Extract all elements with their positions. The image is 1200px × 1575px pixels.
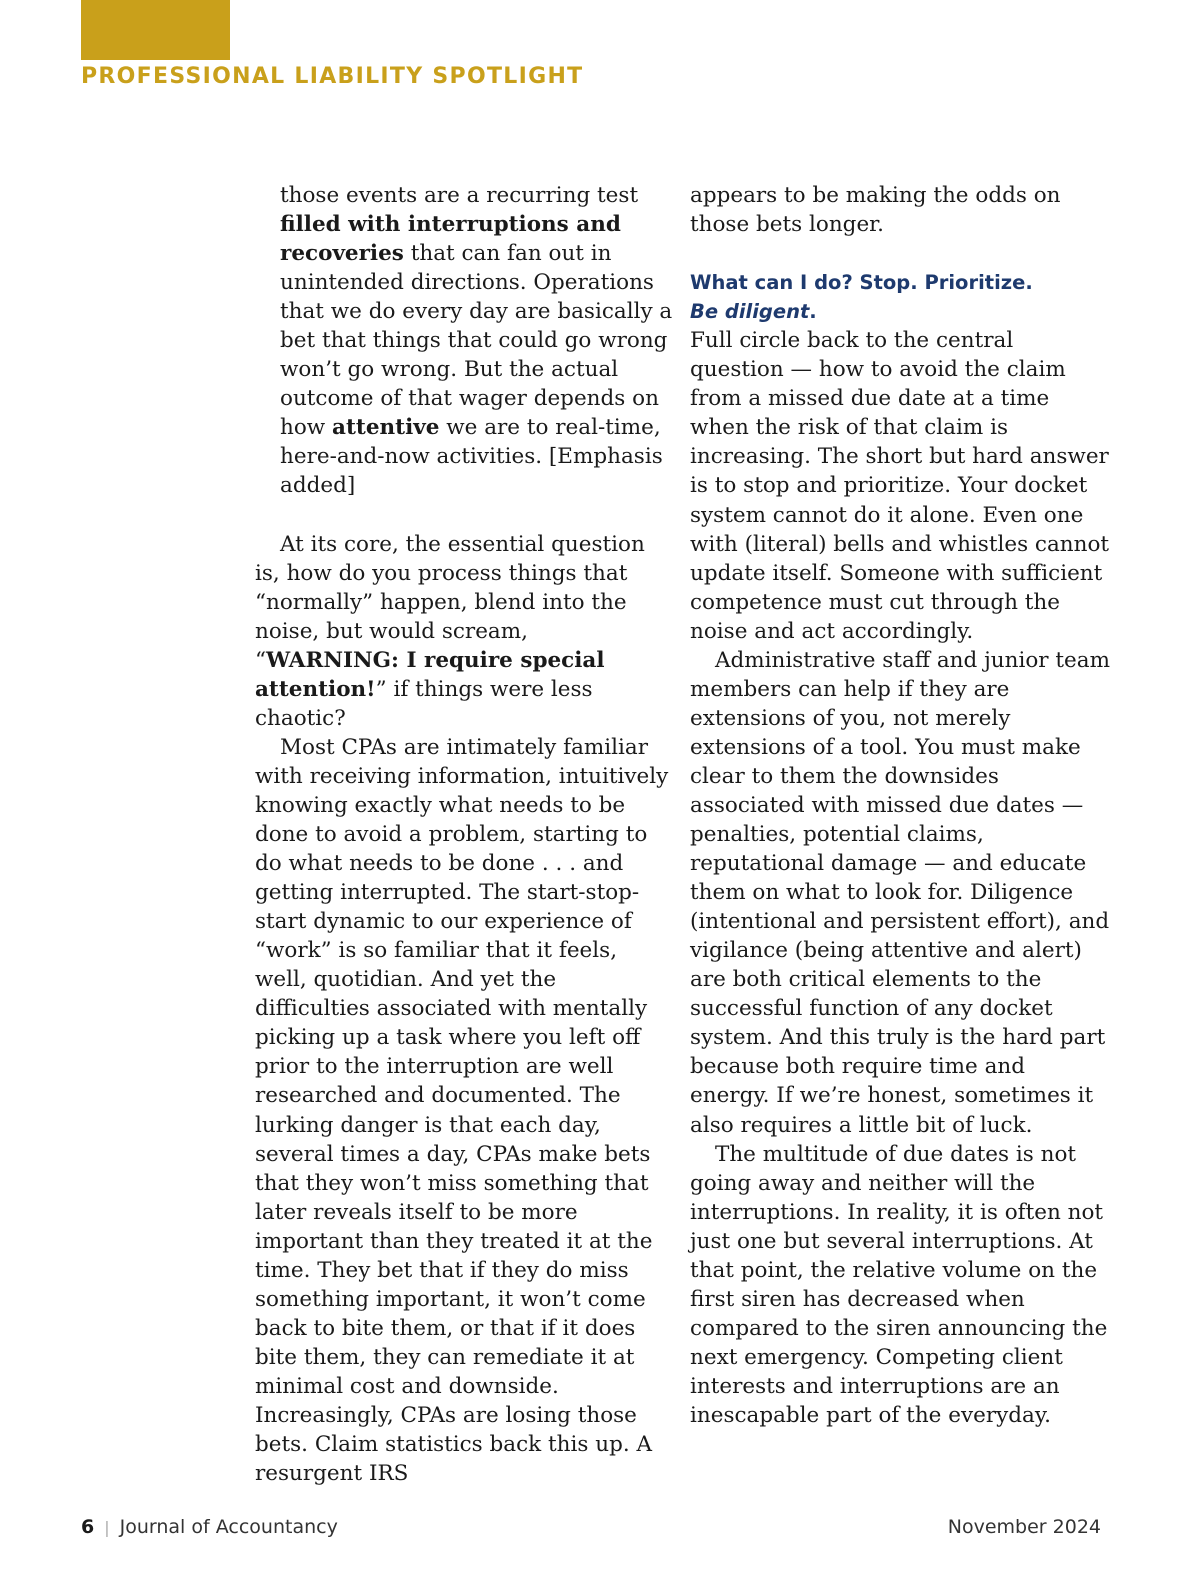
body-paragraph: Most CPAs are intimately familiar with receiving information, intuitively knowing exactly what needs to be done to avoid a problem, starting to do what needs to be done . . . and getting interrupted. The start-stop-start dynamic to our experience of “work” is so familiar that it feels, well, quotidian. And yet the difficulties associated with mentally picking up a task where you left off prior to the interruption are well researched and documented. The lurking danger is that each day, several times a day, CPAs make bets that they won’t miss something that later reveals itself to be more important than they treated it at the time. They bet that if they do miss something important, it won’t come back to bite them, or that if it does bite them, they can remediate it at minimal cost and downside. Increasingly, CPAs are losing those bets. Claim statistics back this up. A resurgent IRS (255, 734, 669, 1487)
quote-segment-2: that can fan out in unintended directions. Operations that we do every day are basically a bet that things that could go wrong won’t go wrong. But the actual outcome of that wager depends on how (280, 241, 673, 441)
issue-date: November 2024 (947, 1516, 1101, 1538)
header-accent-bar (81, 0, 230, 60)
block-quote (255, 181, 675, 501)
body-paragraph-continuation: appears to be making the odds on those bets longer. (690, 183, 1061, 238)
subheading-period: . (809, 300, 817, 324)
section-label: PROFESSIONAL LIABILITY SPOTLIGHT (81, 64, 584, 89)
right-column (690, 181, 1110, 1430)
subheading-text: What can I do? Stop. Prioritize. (690, 271, 1033, 295)
quote-segment-1: those events are a recurring test (280, 183, 639, 208)
quote-emphasis-2: attentive (332, 415, 440, 441)
quote-emphasis-1: filled with interruptions and recoveries (280, 212, 621, 267)
subheading (690, 268, 1110, 326)
para-emphasis: WARNING: I require special attention! (255, 647, 605, 702)
quote-segment-3: we are to real-time, here-and-now activities. [Emphasis added] (280, 415, 663, 499)
footer-separator: | (104, 1518, 110, 1537)
body-paragraph: Full circle back to the central question — how to avoid the claim from a missed due date at a time when the risk of that claim is increasing. The short but hard answer is to stop and prioritize. Your docket system cannot do it alone. Even one with (literal) bells and whistles cannot update itself. Someone with sufficient competence must cut through the noise and act accordingly. (690, 328, 1110, 644)
body-paragraph (255, 530, 675, 733)
journal-name: Journal of Accountancy (119, 1516, 338, 1538)
left-column (255, 181, 675, 1488)
body-paragraph: Administrative staff and junior team members can help if they are extensions of you, not merely extensions of a tool. You must make clear to them the downsides associated with missed due dates — penalties, potential claims, reputational damage — and educate them on what to look for. Diligence (intentional and persistent effort), and vigilance (being attentive and alert) are both critical elements to the successful function of any docket system. And this truly is the hard part because both require time and energy. If we’re honest, sometimes it also requires a little bit of luck. (690, 647, 1110, 1138)
subheading-italic: Be diligent (690, 300, 810, 324)
page-number: 6 (81, 1516, 95, 1538)
para-text: ” if things were less chaotic? (255, 676, 593, 731)
para-text: At its core, the essential question is, how do you process things that “normally” happen, blend into the noise, but would scream, “ (255, 531, 645, 673)
body-paragraph: The multitude of due dates is not going away and neither will the interruptions. In reality, it is often not just one but several interruptions. At that point, the relative volume on the first siren has decreased when compared to the siren announcing the next emergency. Competing client interests and interruptions are an inescapable part of the everyday. (690, 1141, 1108, 1428)
footer-left (81, 1516, 338, 1538)
spacer (690, 239, 1110, 268)
